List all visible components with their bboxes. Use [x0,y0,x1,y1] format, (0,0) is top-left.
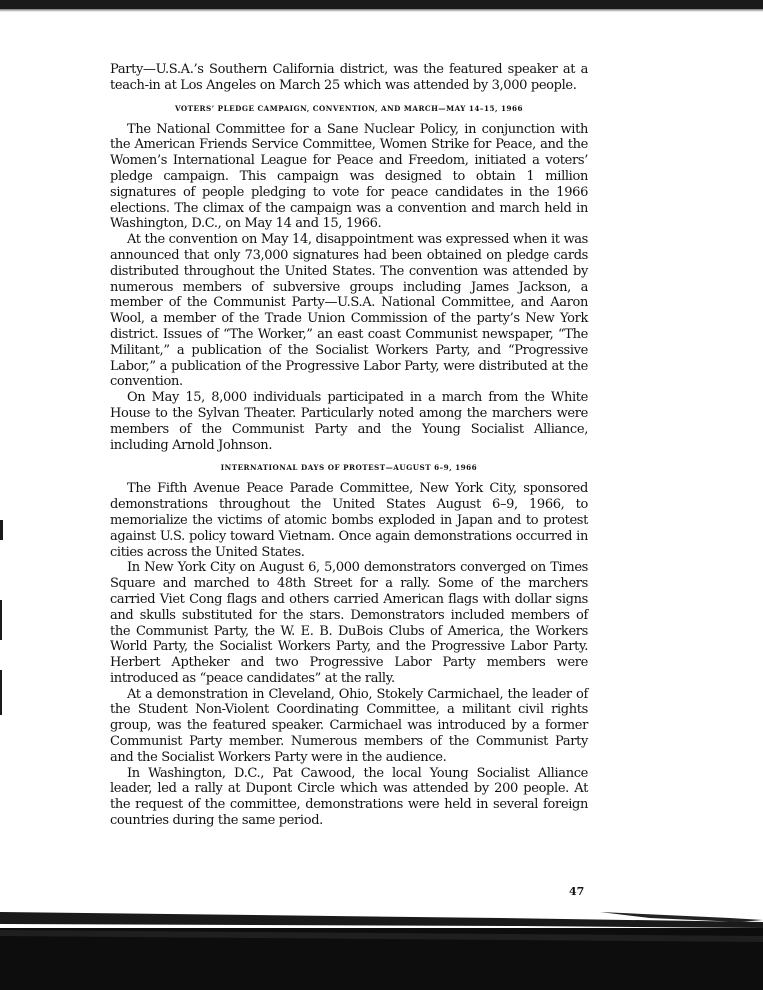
page-number: 47 [569,885,585,898]
paragraph: On May 15, 8,000 individuals participated in a march from the White House to the Sylvan Theater. Particularly noted among the marchers were members of the Communist Party and the Young Socialist Alliance, including Arnold Johnson. [110,390,588,453]
scan-top-border [0,0,763,9]
scan-margin-mark [0,670,2,715]
page-body [110,62,588,829]
scan-bottom-border [0,906,763,990]
paragraph: The Fifth Avenue Peace Parade Committee, New York City, sponsored demonstrations throughout the United States August 6–9, 1966, to memorialize the victims of atomic bombs exploded in Japan and to protest against U.S. policy toward Vietnam. Once again demonstrations occurred in cities across the United States. [110,481,588,560]
scan-margin-mark [0,520,3,540]
continued-paragraph: Party—U.S.A.’s Southern California district, was the featured speaker at a teach-in at Los Angeles on March 25 which was attended by 3,000 people. [110,62,588,93]
paragraph: The National Committee for a Sane Nuclear Policy, in conjunction with the American Friends Service Committee, Women Strike for Peace, and the Women’s International League for Peace and Freedom, initiated a voters’ pledge campaign. This campaign was designed to obtain 1 million signatures of people pledging to vote for peace candidates in the 1966 elections. The climax of the campaign was a convention and march held in Washington, D.C., on May 14 and 15, 1966. [110,121,588,232]
scan-top-border-shadow [0,9,763,12]
section-heading-voters-pledge: VOTERS’ PLEDGE CAMPAIGN, CONVENTION, AND MARCH—MAY 14–15, 1966 [174,103,524,113]
paragraph: In New York City on August 6, 5,000 demonstrators converged on Times Square and marched to 48th Street for a rally. Some of the marchers carried Viet Cong flags and others carried American flags with dollar signs and skulls substituted for the stars. Demonstrators included members of the Communist Party, the W. E. B. DuBois Clubs of America, the Workers World Party, the Socialist Workers Party, and the Progressive Labor Party. Herbert Aptheker and two Progressive Labor Party members were introduced as “peace candidates” at the rally. [110,560,588,686]
paragraph: At a demonstration in Cleveland, Ohio, Stokely Carmichael, the leader of the Student Non-Violent Coordinating Committee, a militant civil rights group, was the featured speaker. Carmichael was introduced by a former Communist Party member. Numerous members of the Communist Party and the Socialist Workers Party were in the audience. [110,686,588,765]
scan-margin-mark [0,600,2,640]
section-heading-days-of-protest: INTERNATIONAL DAYS OF PROTEST—AUGUST 6–9, 1966 [220,463,478,473]
paragraph: In Washington, D.C., Pat Cawood, the local Young Socialist Alliance leader, led a rally at Dupont Circle which was attended by 200 people. At the request of the committee, demonstrations were held in several foreign countries during the same period. [110,765,588,829]
paragraph: At the convention on May 14, disappointment was expressed when it was announced that only 73,000 signatures had been obtained on pledge cards distributed throughout the United States. The convention was attended by numerous members of subversive groups including James Jackson, a member of the Communist Party—U.S.A. National Committee, and Aaron Wool, a member of the Trade Union Commission of the party’s New York district. Issues of “The Worker,” an east coast Communist newspaper, “The Militant,” a publication of the Socialist Workers Party, and “Progressive Labor,” a publication of the Progressive Labor Party, were distributed at the convention. [110,232,588,390]
